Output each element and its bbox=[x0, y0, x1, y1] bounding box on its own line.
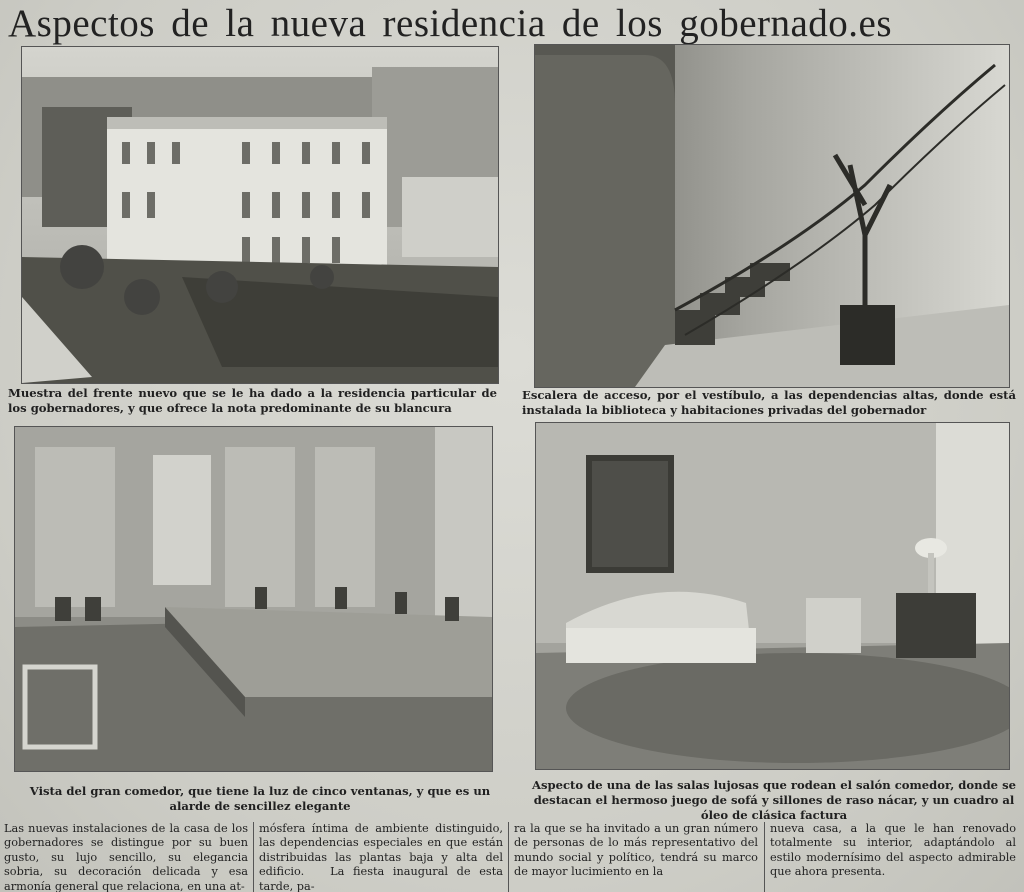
page-headline: Aspectos de la nueva residencia de los gobernado.es bbox=[8, 2, 893, 45]
column-rule-3 bbox=[764, 822, 765, 892]
salon-image bbox=[536, 423, 1009, 769]
column-rule-1 bbox=[253, 822, 254, 892]
column-rule-2 bbox=[508, 822, 509, 892]
article-column-4: nueva casa, a la que le han renovado totalmente su interior, adaptándolo al estilo modernísimo del aspecto admirable que ahora presenta. bbox=[770, 822, 1016, 879]
article-column-3: ra la que se ha invitado a un gran número de personas de lo más representativo del mundo social y político, tendrá su marco de mayor lucimiento en la bbox=[514, 822, 758, 879]
photo-dining-room bbox=[14, 426, 493, 772]
caption-staircase: Escalera de acceso, por el vestíbulo, a las dependencias altas, donde está instalada la biblioteca y habitaciones privadas del gobernador bbox=[522, 388, 1016, 417]
caption-dining-room: Vista del gran comedor, que tiene la luz de cinco ventanas, y que es un alarde de sencillez elegante bbox=[29, 784, 491, 813]
photo-salon bbox=[535, 422, 1010, 770]
caption-residence-exterior: Muestra del frente nuevo que se le ha dado a la residencia particular de los gobernadores, y que ofrece la nota predominante de su blancura bbox=[8, 386, 497, 415]
staircase-image bbox=[535, 45, 1009, 387]
caption-salon: Aspecto de una de las salas lujosas que rodean el salón comedor, donde se destacan el hermoso juego de sofá y sillones de raso nácar, y un cuadro al óleo de clásica factura bbox=[531, 778, 1016, 822]
dining-room-image bbox=[15, 427, 492, 771]
article-column-1: Las nuevas instalaciones de la casa de los gobernadores se distingue por su buen gusto, su lujo sencillo, su elegancia sobria, su decoración delicada y esa armonía general que relaciona, en una at- bbox=[4, 822, 248, 892]
photo-staircase bbox=[534, 44, 1010, 388]
photo-residence-exterior bbox=[21, 46, 499, 384]
article-column-2: mósfera íntima de ambiente distinguido, las dependencias especiales en que están distribuidas las plantas baja y alta del edificio. La fiesta inaugural de esta tarde, pa- bbox=[259, 822, 503, 892]
residence-exterior-image bbox=[22, 47, 498, 383]
